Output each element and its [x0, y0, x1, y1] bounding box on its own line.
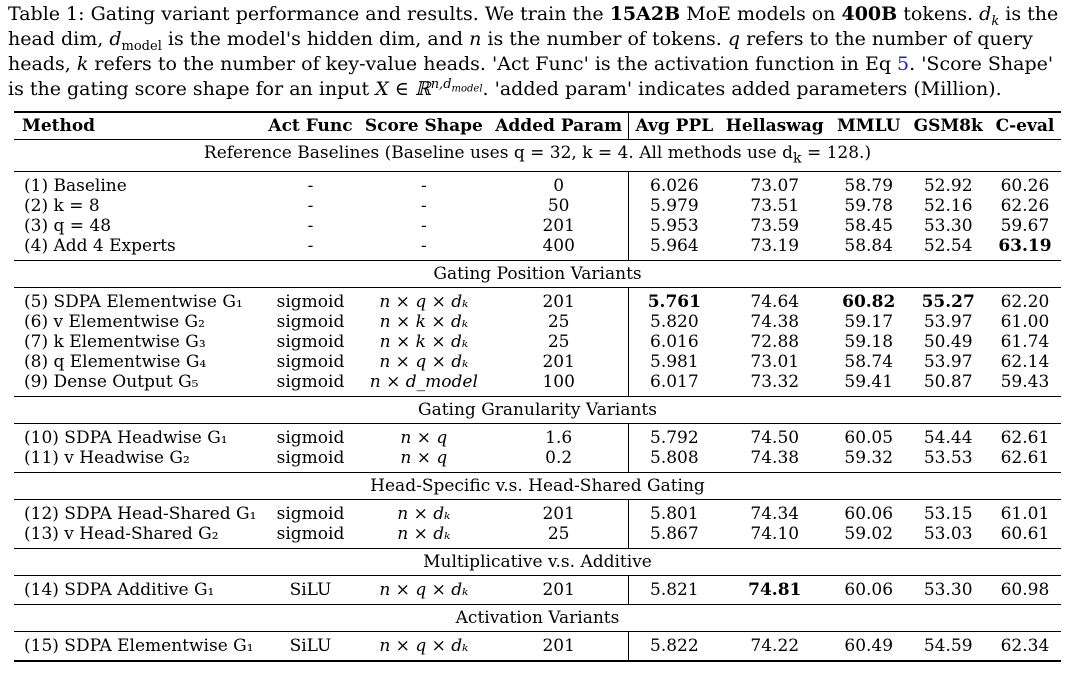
section-title — [14, 261, 1061, 288]
method-cell: (5) SDPA Elementwise G₁ — [24, 292, 243, 313]
added-param-cell: 201 — [489, 352, 629, 372]
act-func-cell: sigmoid — [276, 312, 345, 333]
avg-ppl-cell: 6.016 — [650, 332, 699, 353]
header-act-func: Act Func — [262, 112, 358, 140]
math-x-expr: X ∈ ℝ — [375, 78, 431, 100]
section-title-sub: k — [792, 150, 802, 167]
act-func-cell: sigmoid — [262, 372, 358, 397]
mmlu-cell: 59.17 — [844, 312, 894, 333]
hellaswag-cell: 73.32 — [719, 372, 830, 397]
gsm8k-cell: 53.03 — [907, 524, 988, 549]
avg-ppl-cell: 5.953 — [650, 216, 699, 237]
table-row — [14, 424, 1061, 449]
header-hellaswag: Hellaswag — [719, 112, 830, 140]
header-row — [14, 112, 1061, 140]
math-dmodel-sub: model — [121, 38, 162, 54]
table-row — [14, 372, 1061, 397]
added-param-cell: 201 — [489, 216, 629, 236]
gsm8k-cell: 54.44 — [923, 428, 973, 449]
math-x-sup-text: n,d — [430, 76, 452, 92]
header-method: Method — [14, 112, 262, 140]
section-header — [14, 549, 1061, 576]
hellaswag-cell: 73.01 — [750, 352, 800, 373]
score-shape-cell: - — [420, 216, 427, 237]
section-header — [14, 473, 1061, 500]
score-shape-cell: n × dₖ — [359, 524, 490, 549]
header-added-param: Added Param — [489, 112, 629, 140]
added-param-cell: 201 — [489, 632, 629, 662]
section-title — [14, 397, 1061, 424]
ceval-cell: 61.74 — [1000, 332, 1050, 353]
act-func-cell: sigmoid — [276, 428, 345, 449]
mmlu-cell: 58.79 — [844, 176, 894, 197]
hellaswag-cell: 74.38 — [719, 448, 830, 473]
avg-ppl-cell: 6.026 — [650, 176, 699, 197]
added-param-cell: 201 — [489, 288, 629, 313]
score-shape-cell: - — [359, 236, 490, 261]
added-param-cell: 25 — [489, 524, 629, 549]
ceval-cell: 62.14 — [1000, 352, 1050, 373]
section-header — [14, 261, 1061, 288]
math-dk: d — [979, 3, 992, 25]
gsm8k-cell: 50.49 — [923, 332, 973, 353]
table-row — [14, 352, 1061, 372]
mmlu-cell: 58.45 — [844, 216, 894, 237]
avg-ppl-cell: 5.964 — [629, 236, 720, 261]
table-row — [14, 524, 1061, 549]
eq-link[interactable]: 5 — [897, 53, 910, 75]
act-func-cell: SiLU — [262, 576, 358, 605]
avg-ppl-cell: 5.761 — [647, 292, 701, 313]
score-shape-cell: n × dₖ — [397, 504, 451, 525]
hellaswag-cell: 73.51 — [750, 196, 800, 217]
score-shape-cell: n × q × dₖ — [359, 576, 490, 605]
method-cell: (6) v Elementwise G₂ — [24, 312, 205, 333]
score-shape-cell: n × q — [359, 448, 490, 473]
ceval-cell: 62.34 — [989, 632, 1061, 662]
section-title — [14, 140, 1061, 172]
section-title-text: Head-Specific v.s. Head-Shared Gating — [370, 476, 705, 497]
hellaswag-cell: 73.07 — [750, 176, 800, 197]
table-row — [14, 172, 1061, 197]
act-func-cell: sigmoid — [262, 524, 358, 549]
ceval-cell: 60.98 — [989, 576, 1061, 605]
act-func-cell: SiLU — [262, 632, 358, 662]
table-row — [14, 500, 1061, 525]
section-header — [14, 605, 1061, 632]
caption-text: refers to the number of query heads, — [8, 28, 1033, 75]
hellaswag-cell: 73.59 — [750, 216, 800, 237]
gsm8k-cell: 53.30 — [923, 216, 973, 237]
gsm8k-cell: 52.16 — [923, 196, 973, 217]
table-row — [14, 576, 1061, 605]
method-cell: (7) k Elementwise G₃ — [24, 332, 206, 353]
mmlu-cell: 59.32 — [830, 448, 907, 473]
act-func-cell: - — [262, 236, 358, 261]
gsm8k-cell: 50.87 — [907, 372, 988, 397]
table-row — [14, 288, 1061, 313]
avg-ppl-cell: 5.792 — [650, 428, 699, 449]
section-header — [14, 140, 1061, 172]
section-title-text: Reference Baselines (Baseline uses q = 32, k = 4. All methods use d — [203, 143, 793, 163]
header-avg-ppl: Avg PPL — [629, 112, 720, 140]
section-title-text: Gating Granularity Variants — [418, 400, 657, 421]
caption-model: 15A2B — [609, 3, 681, 25]
mmlu-cell: 59.78 — [844, 196, 894, 217]
avg-ppl-cell: 5.981 — [650, 352, 699, 373]
table-row — [14, 236, 1061, 261]
score-shape-cell: n × q × dₖ — [379, 352, 469, 373]
added-param-cell: 25 — [489, 312, 629, 332]
mmlu-cell: 59.02 — [830, 524, 907, 549]
section-title — [14, 473, 1061, 500]
avg-ppl-cell: 5.820 — [650, 312, 699, 333]
score-shape-cell: n × k × dₖ — [379, 312, 469, 333]
math-x-sup-sub: model — [451, 83, 483, 95]
method-cell: (14) SDPA Additive G₁ — [14, 576, 262, 605]
caption-text: is the number of tokens. — [481, 28, 728, 50]
score-shape-cell: n × q × dₖ — [359, 632, 490, 662]
act-func-cell: sigmoid — [276, 332, 345, 353]
score-shape-cell: n × q × dₖ — [379, 292, 469, 313]
added-param-cell: 201 — [489, 576, 629, 605]
math-x-sup — [430, 76, 483, 95]
section-title-text: Gating Position Variants — [433, 264, 642, 285]
avg-ppl-cell: 6.017 — [629, 372, 720, 397]
act-func-cell: - — [307, 196, 314, 217]
caption-text: refers to the number of key-value heads. 'Act Func' is the activation function in Eq — [88, 53, 898, 75]
header-ceval: C-eval — [989, 112, 1061, 140]
table-row — [14, 448, 1061, 473]
math-n: n — [469, 28, 482, 50]
mmlu-cell: 60.06 — [830, 576, 907, 605]
mmlu-cell: 60.06 — [844, 504, 894, 525]
method-cell: (10) SDPA Headwise G₁ — [24, 428, 228, 449]
score-shape-cell: n × q — [400, 428, 448, 449]
hellaswag-cell: 73.19 — [719, 236, 830, 261]
gsm8k-cell: 53.30 — [907, 576, 988, 605]
table-row — [14, 216, 1061, 236]
section-title — [14, 605, 1061, 632]
math-dmodel: d — [109, 28, 122, 50]
header-score-shape: Score Shape — [359, 112, 490, 140]
caption-label: Table 1: — [8, 3, 85, 25]
score-shape-cell: n × k × dₖ — [379, 332, 469, 353]
ceval-cell: 63.19 — [989, 236, 1061, 261]
table-row — [14, 632, 1061, 662]
hellaswag-cell: 74.34 — [750, 504, 800, 525]
gsm8k-cell: 53.97 — [923, 352, 973, 373]
hellaswag-cell: 74.22 — [719, 632, 830, 662]
ceval-cell: 60.61 — [989, 524, 1061, 549]
added-param-cell: 201 — [489, 500, 629, 525]
caption-text: . 'Score Shape' is the gating score shape for an input — [8, 53, 1054, 100]
added-param-cell: 0.2 — [489, 448, 629, 473]
method-cell: (8) q Elementwise G₄ — [24, 352, 207, 373]
method-cell: (11) v Headwise G₂ — [14, 448, 262, 473]
added-param-cell: 1.6 — [489, 424, 629, 449]
avg-ppl-cell: 5.821 — [629, 576, 720, 605]
table-row — [14, 196, 1061, 216]
table-row — [14, 312, 1061, 332]
avg-ppl-cell: 5.867 — [629, 524, 720, 549]
section-title-text: Multiplicative v.s. Additive — [423, 552, 652, 573]
gsm8k-cell: 53.97 — [923, 312, 973, 333]
method-cell: (1) Baseline — [24, 176, 127, 197]
section-title-text: Activation Variants — [455, 608, 620, 629]
gsm8k-cell: 52.92 — [923, 176, 973, 197]
gsm8k-cell: 52.54 — [907, 236, 988, 261]
method-cell: (2) k = 8 — [24, 196, 100, 217]
ceval-cell: 62.61 — [1000, 428, 1050, 449]
act-func-cell: - — [307, 216, 314, 237]
table-row — [14, 332, 1061, 352]
added-param-cell: 100 — [489, 372, 629, 397]
caption-text: is the head dim, — [8, 3, 1059, 50]
ceval-cell: 62.61 — [989, 448, 1061, 473]
caption-text: . 'added param' indicates added parameters (Million). — [482, 78, 1002, 100]
score-shape-cell: n × d_model — [359, 372, 490, 397]
method-cell: (12) SDPA Head-Shared G₁ — [24, 504, 257, 525]
ceval-cell: 59.67 — [1000, 216, 1050, 237]
method-cell: (4) Add 4 Experts — [14, 236, 262, 261]
ceval-cell: 59.43 — [989, 372, 1061, 397]
added-param-cell: 25 — [489, 332, 629, 352]
gsm8k-cell: 54.59 — [907, 632, 988, 662]
method-cell: (9) Dense Output G₅ — [14, 372, 262, 397]
hellaswag-cell: 74.38 — [750, 312, 800, 333]
gsm8k-cell: 53.15 — [923, 504, 973, 525]
math-k: k — [76, 53, 89, 75]
mmlu-cell: 59.41 — [830, 372, 907, 397]
ceval-cell: 62.26 — [1000, 196, 1050, 217]
section-title — [14, 549, 1061, 576]
caption-text: tokens. — [897, 3, 980, 25]
act-func-cell: sigmoid — [262, 448, 358, 473]
act-func-cell: - — [307, 176, 314, 197]
avg-ppl-cell: 5.801 — [650, 504, 699, 525]
section-header — [14, 397, 1061, 424]
score-shape-cell: - — [420, 196, 427, 217]
act-func-cell: sigmoid — [276, 352, 345, 373]
hellaswag-cell: 72.88 — [750, 332, 800, 353]
hellaswag-cell: 74.10 — [719, 524, 830, 549]
avg-ppl-cell: 5.822 — [629, 632, 720, 662]
mmlu-cell: 58.74 — [844, 352, 894, 373]
table-caption — [8, 2, 1062, 102]
method-cell: (3) q = 48 — [24, 216, 112, 237]
caption-text: MoE models on — [680, 3, 842, 25]
hellaswag-cell: 74.50 — [750, 428, 800, 449]
mmlu-cell: 60.05 — [844, 428, 894, 449]
gsm8k-cell: 55.27 — [921, 292, 975, 313]
hellaswag-cell: 74.81 — [719, 576, 830, 605]
ceval-cell: 61.00 — [1000, 312, 1050, 333]
results-table — [14, 111, 1061, 662]
method-cell: (15) SDPA Elementwise G₁ — [14, 632, 262, 662]
act-func-cell: sigmoid — [276, 504, 345, 525]
header-mmlu: MMLU — [830, 112, 907, 140]
gsm8k-cell: 53.53 — [907, 448, 988, 473]
mmlu-cell: 58.84 — [830, 236, 907, 261]
caption-tokens: 400B — [841, 3, 898, 25]
ceval-cell: 60.26 — [1000, 176, 1050, 197]
method-cell: (13) v Head-Shared G₂ — [14, 524, 262, 549]
mmlu-cell: 59.18 — [844, 332, 894, 353]
avg-ppl-cell: 5.979 — [650, 196, 699, 217]
avg-ppl-cell: 5.808 — [629, 448, 720, 473]
added-param-cell: 400 — [489, 236, 629, 261]
mmlu-cell: 60.49 — [830, 632, 907, 662]
header-gsm8k: GSM8k — [907, 112, 988, 140]
mmlu-cell: 60.82 — [842, 292, 896, 313]
caption-text: is the model's hidden dim, and — [161, 28, 470, 50]
added-param-cell: 50 — [489, 196, 629, 216]
hellaswag-cell: 74.64 — [750, 292, 800, 313]
ceval-cell: 62.20 — [1000, 292, 1050, 313]
score-shape-cell: - — [420, 176, 427, 197]
section-title-end: = 128.) — [801, 143, 872, 163]
ceval-cell: 61.01 — [1000, 504, 1050, 525]
caption-text: Gating variant performance and results. We train the — [84, 3, 610, 25]
math-q: q — [727, 28, 741, 50]
act-func-cell: sigmoid — [276, 292, 345, 313]
added-param-cell: 0 — [489, 172, 629, 197]
math-dk-sub: k — [991, 13, 1000, 29]
